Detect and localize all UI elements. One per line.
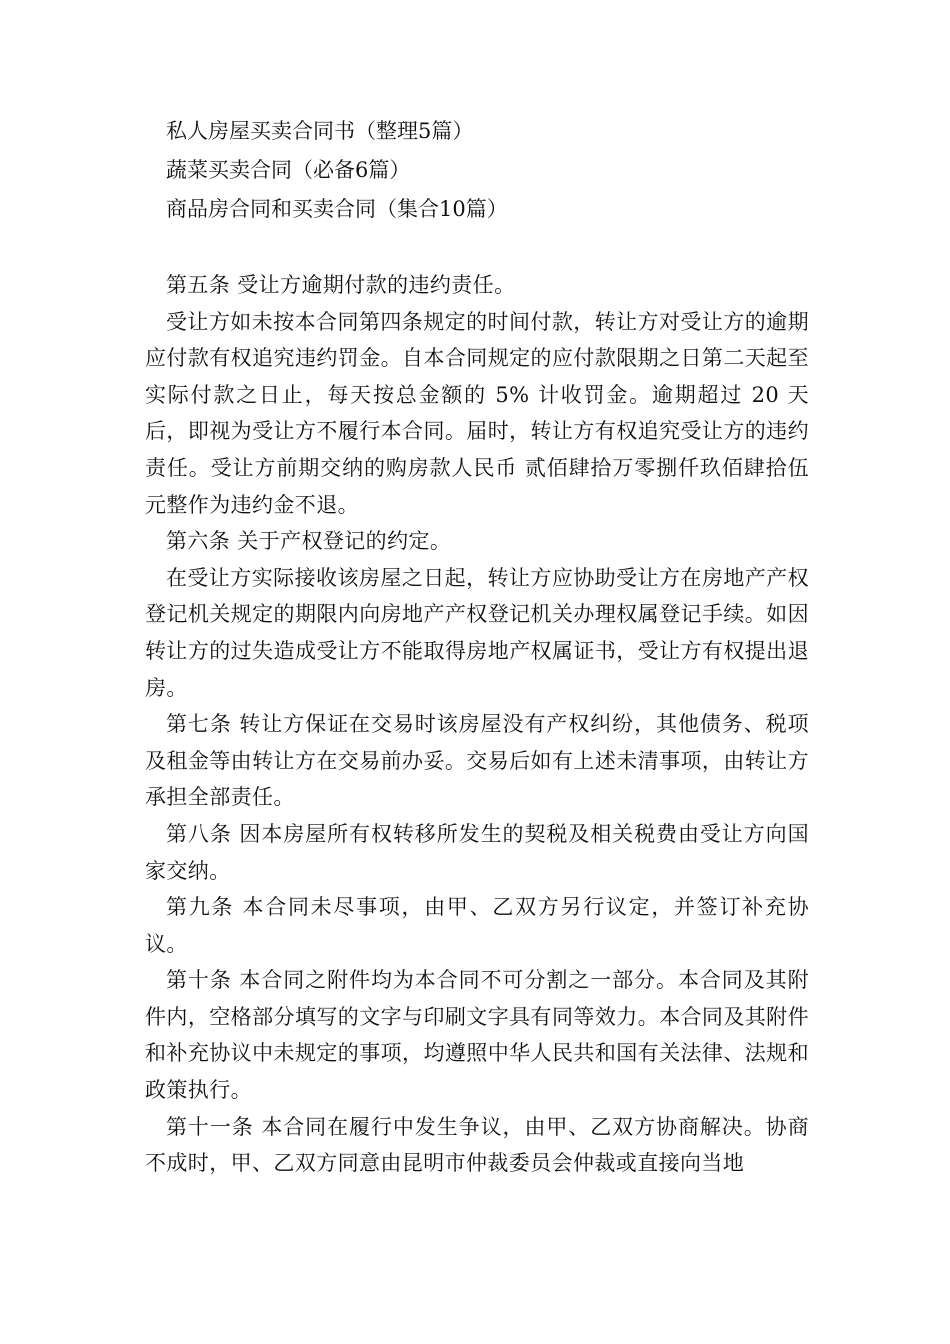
article-8: 第八条 因本房屋所有权转移所发生的契税及相关税费由受让方向国家交纳。: [145, 821, 809, 883]
document-body: [145, 267, 809, 1182]
article-5-body: 受让方如未按本合同第四条规定的时间付款，转让方对受让方的逾期应付款有权追究违约罚金。自本合同规定的应付款限期之日第二天起至实际付款之日止，每天按总金额的 5% 计收罚金。逾期超过 20 天后，即视为受让方不履行本合同。届时，转让方有权追究受让方的违约责任。受让方前期交纳的购房款人民币 贰佰肆拾万零捌仟玖佰肆拾伍元整作为违约金不退。: [145, 309, 809, 517]
article-9: 第九条 本合同未尽事项，由甲、乙双方另行议定，并签订补充协议。: [145, 895, 809, 956]
article-11: 第十一条 本合同在履行中发生争议，由甲、乙双方协商解决。协商不成时，甲、乙双方同意由昆明市仲裁委员会仲裁或直接向当地: [145, 1114, 809, 1176]
section-spacer: [145, 229, 809, 267]
document-page: [145, 112, 809, 1182]
related-link[interactable]: 私人房屋买卖合同书（整理5篇）: [166, 119, 474, 143]
related-links-list: [145, 112, 809, 229]
related-link[interactable]: 商品房合同和买卖合同（集合10篇）: [166, 197, 508, 221]
article-6-heading: 第六条 关于产权登记的约定。: [166, 529, 452, 554]
article-6-body: 在受让方实际接收该房屋之日起，转让方应协助受让方在房地产产权登记机关规定的期限内向房地产产权登记机关办理权属登记手续。如因转让方的过失造成受让方不能取得房地产权属证书，受让方有权提出退房。: [145, 565, 809, 700]
article-7: 第七条 转让方保证在交易时该房屋没有产权纠纷，其他债务、税项及租金等由转让方在交易前办妥。交易后如有上述未清事项，由转让方承担全部责任。: [145, 712, 809, 810]
article-5-heading: 第五条 受让方逾期付款的违约责任。: [166, 273, 516, 297]
article-10: 第十条 本合同之附件均为本合同不可分割之一部分。本合同及其附件内，空格部分填写的文字与印刷文字具有同等效力。本合同及其附件和补充协议中未规定的事项，均遵照中华人民共和国有关法律、法规和政策执行。: [145, 968, 809, 1103]
related-link[interactable]: 蔬菜买卖合同（必备6篇）: [166, 158, 411, 182]
